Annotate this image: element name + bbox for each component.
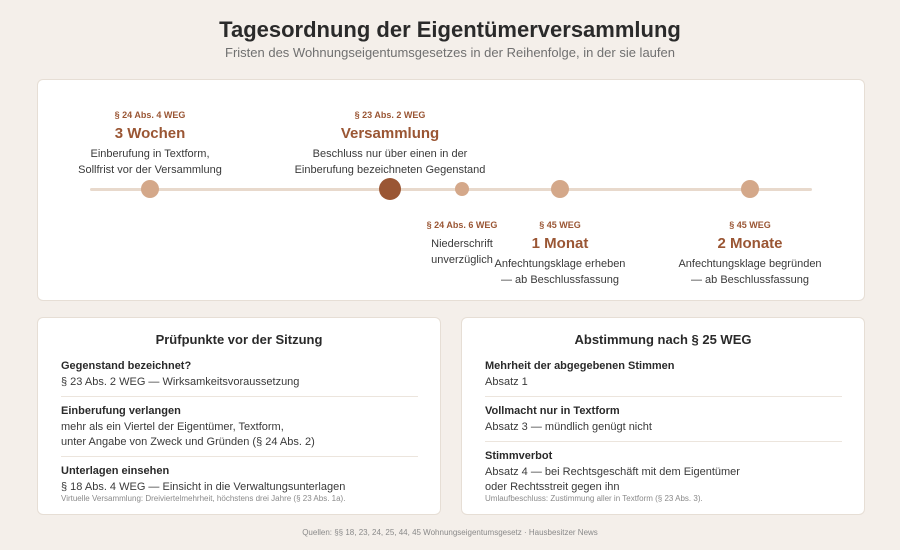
event-label: Versammlung [340,125,440,142]
pruefpunkte-title: Prüfpunkte vor der Sitzung [155,332,323,347]
item-body: mehr als ein Viertel der Eigentümer, Textform, unter Angabe von Zweck und Gründen (§ 24 Abs. 2) [61,421,315,448]
card-note: Virtuelle Versammlung: Dreiviertelmehrheit, höchstens drei Jahre (§ 23 Abs. 1a). [61,494,346,503]
card-note: Umlaufbeschluss: Zustimmung aller in Textform (§ 23 Abs. 3). [485,494,703,503]
timeline-dot-3-wochen [141,180,159,198]
pruefpunkte-card [37,317,441,515]
abstimmung-list [485,359,842,508]
timeline-event-1-monat [460,220,660,288]
item-body: Absatz 3 — mündlich genügt nicht [485,421,652,433]
item-body: § 23 Abs. 2 WEG — Wirksamkeitsvoraussetzung [61,376,300,388]
timeline-axis [90,188,812,191]
page-subtitle: Fristen des Wohnungseigentumsgesetzes in der Reihenfolge, in der sie laufen [225,45,675,60]
event-ref: § 24 Abs. 4 WEG [114,110,186,120]
event-desc: Einberufung in Textform, Sollfrist vor der Versammlung [78,148,222,176]
list-item [61,359,418,397]
pruefpunkte-list [61,359,418,508]
event-label: 1 Monat [531,235,589,252]
event-ref: § 45 WEG [539,220,581,230]
event-label: 3 Wochen [114,125,186,142]
event-ref: § 45 WEG [729,220,771,230]
event-label: 2 Monate [717,235,783,252]
item-heading: Unterlagen einsehen [61,465,170,477]
timeline-dot-niederschrift [455,182,469,196]
list-item [61,404,418,457]
item-heading: Stimmverbot [485,450,553,462]
event-desc: Anfechtungsklage erheben — ab Beschlussfassung [494,258,626,286]
item-heading: Vollmacht nur in Textform [485,405,620,417]
abstimmung-card [461,317,865,515]
timeline-event-3-wochen [50,110,250,178]
timeline-dot-2-monate [741,180,759,198]
item-heading: Einberufung verlangen [61,405,181,417]
item-body: § 18 Abs. 4 WEG — Einsicht in die Verwaltungsunterlagen [61,481,346,493]
event-ref: § 24 Abs. 6 WEG [426,220,498,230]
timeline-event-versammlung [290,110,490,178]
timeline-dot-versammlung [379,178,401,200]
item-heading: Mehrheit der abgegebenen Stimmen [485,360,675,372]
abstimmung-title: Abstimmung nach § 25 WEG [574,332,752,347]
event-desc: Anfechtungsklage begründen — ab Beschlussfassung [678,258,822,286]
timeline-dot-1-monat [551,180,569,198]
sources-footer: Quellen: §§ 18, 23, 24, 25, 44, 45 Wohnungseigentumsgesetz · Hausbesitzer News [302,528,598,537]
page-title: Tagesordnung der Eigentümerversammlung [219,17,681,42]
list-item [485,359,842,397]
item-body: Absatz 4 — bei Rechtsgeschäft mit dem Eigentümer oder Rechtsstreit gegen ihn [485,466,740,493]
event-ref: § 23 Abs. 2 WEG [354,110,426,120]
list-item [485,404,842,442]
item-heading: Gegenstand bezeichnet? [61,360,192,372]
event-desc: Niederschrift unverzüglich [431,238,493,266]
timeline-event-2-monate [650,220,850,288]
item-body: Absatz 1 [485,376,528,388]
event-desc: Beschluss nur über einen in der Einberufung bezeichneten Gegenstand [294,148,486,176]
